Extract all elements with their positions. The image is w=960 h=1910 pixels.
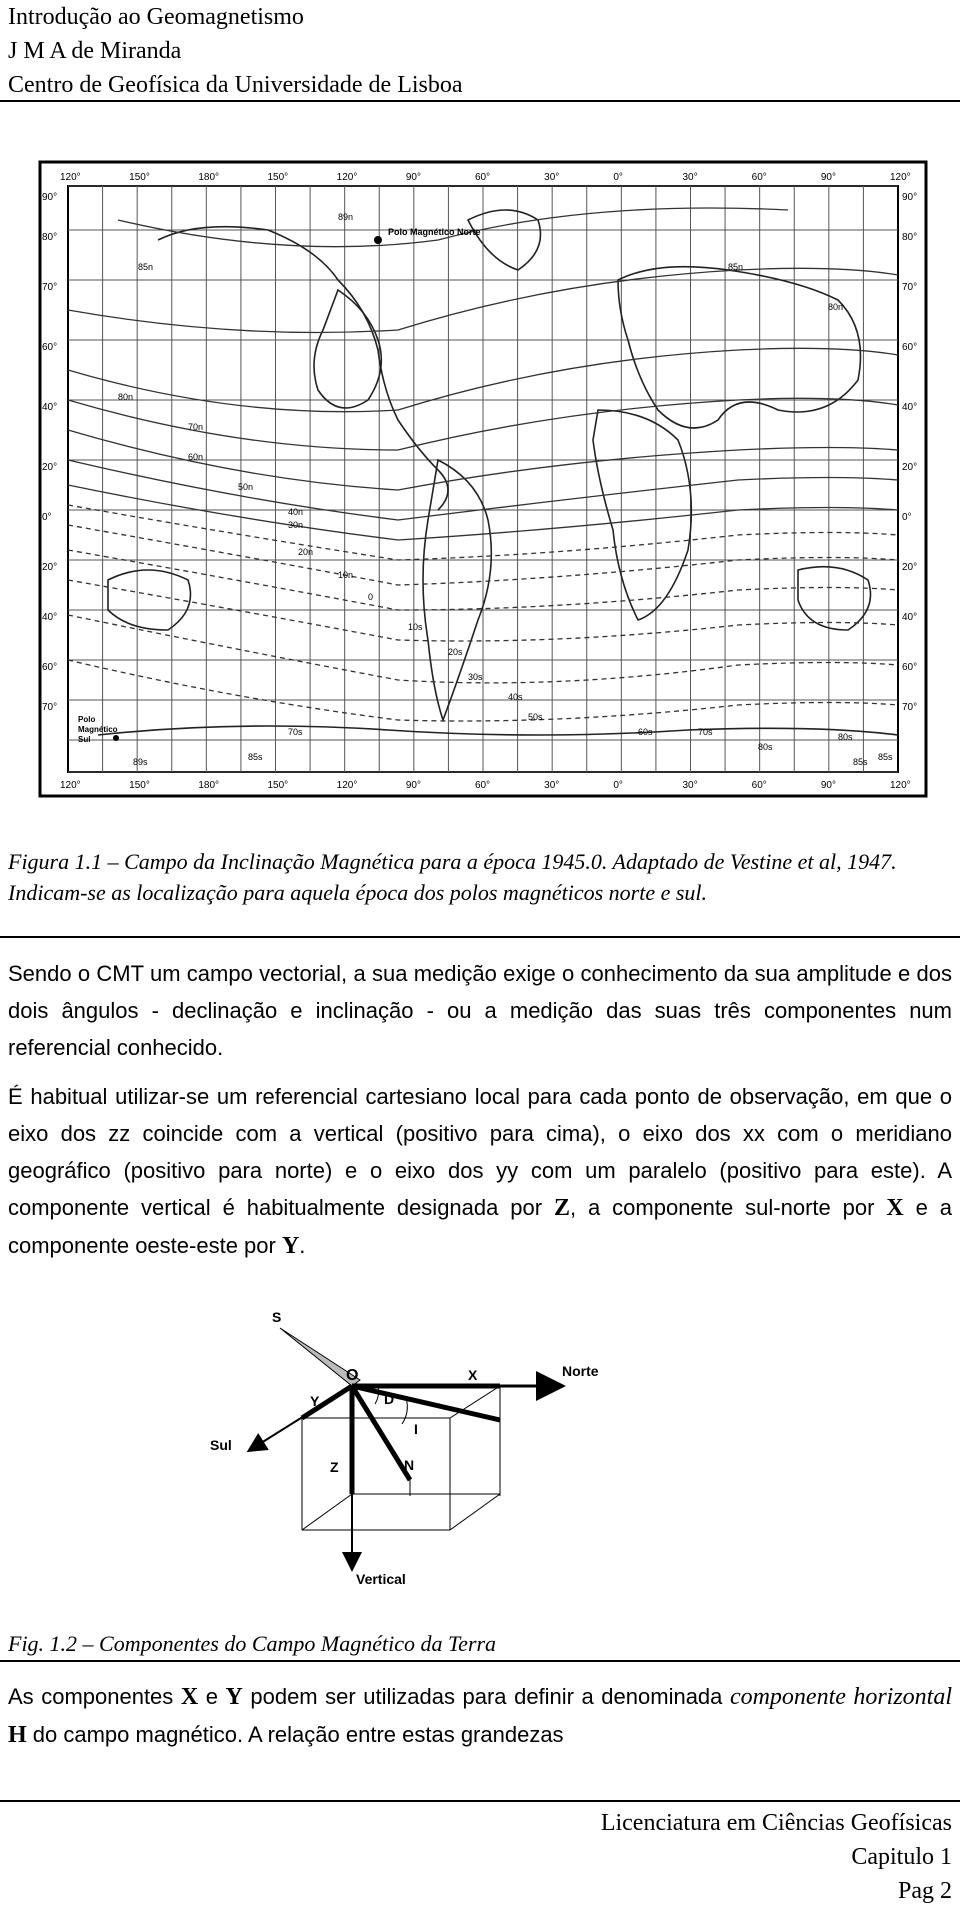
isoline-label: 20n <box>298 547 314 557</box>
isoline-label: 89n <box>338 212 354 222</box>
bottom-lon-label: 150° <box>129 780 150 791</box>
top-lon-label: 60° <box>475 172 491 183</box>
top-lon-label: 150° <box>129 172 150 183</box>
top-lon-label: 150° <box>267 172 289 183</box>
bottom-lon-label: 120° <box>336 780 358 791</box>
footer-chapter: Capitulo 1 <box>851 1844 952 1870</box>
bottom-lon-label: 150° <box>267 780 289 791</box>
top-lon-label: 60° <box>751 172 767 183</box>
isoline-label: 70s <box>288 727 303 737</box>
bottom-lon-label: 0° <box>613 780 623 791</box>
label-o: O <box>346 1367 359 1384</box>
header-rule <box>0 100 960 102</box>
isoline-label: 89s <box>133 757 148 767</box>
bottom-lon-label: 120° <box>890 780 911 791</box>
paragraph-1: Sendo o CMT um campo vectorial, a sua medição exige o conhecimento da sua amplitude e dos dois ângulos - declinação e inclinação - ou a medição das suas três componentes num referencial conhecido. <box>8 961 952 1060</box>
isoline-label: 85s <box>878 752 893 762</box>
right-lat-label: 60° <box>902 662 918 673</box>
bottom-lon-label: 60° <box>475 780 491 791</box>
magnetic-components-diagram <box>210 1300 630 1590</box>
bottom-lon-label: 30° <box>544 780 560 791</box>
right-lat-label: 70° <box>902 282 918 293</box>
isoline-label: 30n <box>288 520 304 530</box>
label-i: I <box>414 1421 418 1437</box>
label-s: S <box>272 1309 282 1325</box>
south-pole-label-2: Magnético <box>78 725 118 734</box>
isoline-label: 60s <box>638 727 653 737</box>
label-x: X <box>468 1367 478 1383</box>
isoline-label: 10s <box>408 622 423 632</box>
figure-1-1-caption: Figura 1.1 – Campo da Inclinação Magnética para a época 1945.0. Adaptado de Vestine et al, 1947. Indicam-se as localização para aquela época dos polos magnéticos norte e sul. <box>8 849 897 905</box>
header-institution: Centro de Geofísica da Universidade de Lisboa <box>8 72 463 98</box>
isoline-label: 85n <box>728 262 744 272</box>
isoline-label: 80n <box>118 392 134 402</box>
isoline-label: 85n <box>138 262 154 272</box>
top-lon-label: 0° <box>613 172 623 183</box>
bottom-lon-label: 120° <box>60 780 81 791</box>
paragraph-2: É habitual utilizar-se um referencial cartesiano local para cada ponto de observação, em que o eixo dos zz coincide com a vertical (positivo para cima), o eixo dos xx com o meridiano geográfico (positivo para norte) e o eixo dos yy com um paralelo (positivo para este). A componente vertical é habitualmente designada por Z, a componente sul-norte por X e a componente oeste-este por Y. <box>8 1084 952 1259</box>
caption2-rule <box>0 1660 960 1662</box>
isoline-label: 85s <box>853 757 868 767</box>
isoline-label: 70s <box>698 727 713 737</box>
isoline-label: 70n <box>188 422 204 432</box>
bottom-lon-label: 30° <box>682 780 698 791</box>
left-lat-label: 70° <box>42 702 58 713</box>
south-pole-label-3: Sul <box>78 735 91 744</box>
left-lat-label: 0° <box>42 512 52 523</box>
left-lat-label: 40° <box>42 612 58 623</box>
left-lat-label: 70° <box>42 282 58 293</box>
south-magnetic-pole-marker <box>113 735 119 741</box>
label-d: D <box>384 1391 395 1407</box>
isoline-label: 80n <box>828 302 844 312</box>
right-lat-label: 0° <box>902 512 912 523</box>
isoline-label: 80s <box>758 742 773 752</box>
top-lon-label: 180° <box>198 172 220 183</box>
caption-rule <box>0 936 960 938</box>
page-header <box>8 0 463 102</box>
top-lon-label: 90° <box>405 172 421 183</box>
right-lat-label: 40° <box>902 402 918 413</box>
isoline-label: 50s <box>528 712 543 722</box>
paragraph-3: As componentes X e Y podem ser utilizadas para definir a denominada componente horizontal H do campo magnético. A relação entre estas grandezas <box>8 1684 952 1748</box>
isoline-label: 10n <box>338 570 354 580</box>
label-vertical: Vertical <box>356 1571 406 1587</box>
header-author: J M A de Miranda <box>8 38 182 64</box>
footer-page: Pag 2 <box>898 1878 952 1904</box>
top-lon-label: 30° <box>682 172 698 183</box>
figure-1-2-caption: Fig. 1.2 – Componentes do Campo Magnético da Terra <box>8 1631 497 1656</box>
right-lat-label: 20° <box>902 562 918 573</box>
left-lat-label: 20° <box>42 462 58 473</box>
page-footer <box>601 1806 952 1908</box>
top-lon-label: 120° <box>60 172 81 183</box>
bottom-lon-label: 180° <box>198 780 220 791</box>
bottom-lon-label: 90° <box>405 780 421 791</box>
left-lat-label: 80° <box>42 232 58 243</box>
label-y: Y <box>310 1393 320 1409</box>
north-pole-label: Polo Magnético Norte <box>388 227 481 237</box>
bottom-lon-label: 60° <box>751 780 767 791</box>
isoline-label: 40s <box>508 692 523 702</box>
inclination-map-figure <box>38 160 928 798</box>
left-lat-label: 90° <box>42 192 58 203</box>
right-lat-label: 80° <box>902 232 918 243</box>
label-norte: Norte <box>562 1363 599 1379</box>
top-lon-label: 30° <box>544 172 560 183</box>
right-lat-label: 70° <box>902 702 918 713</box>
isoline-label: 80s <box>838 732 853 742</box>
isoline-label: 0 <box>368 592 374 602</box>
label-n: N <box>404 1457 415 1473</box>
label-sul: Sul <box>210 1437 232 1453</box>
footer-course: Licenciatura em Ciências Geofísicas <box>600 1810 952 1836</box>
bottom-lon-label: 90° <box>820 780 836 791</box>
south-pole-label-1: Polo <box>78 715 96 724</box>
isoline-label: 20s <box>448 647 463 657</box>
isoline-label: 30s <box>468 672 483 682</box>
right-lat-label: 40° <box>902 612 918 623</box>
north-magnetic-pole-marker <box>374 236 382 244</box>
isoline-label: 85s <box>248 752 263 762</box>
footer-rule <box>0 1800 960 1802</box>
header-title: Introdução ao Geomagnetismo <box>8 4 304 30</box>
left-lat-label: 60° <box>42 342 58 353</box>
top-lon-label: 120° <box>890 172 911 183</box>
label-z: Z <box>330 1459 339 1475</box>
right-lat-label: 60° <box>902 342 918 353</box>
isoline-label: 40n <box>288 507 304 517</box>
top-lon-label: 90° <box>820 172 836 183</box>
left-lat-label: 40° <box>42 402 58 413</box>
right-lat-label: 90° <box>902 192 918 203</box>
right-lat-label: 20° <box>902 462 918 473</box>
isoline-label: 60n <box>188 452 204 462</box>
left-lat-label: 60° <box>42 662 58 673</box>
isoline-label: 50n <box>238 482 254 492</box>
left-lat-label: 20° <box>42 562 58 573</box>
top-lon-label: 120° <box>336 172 358 183</box>
